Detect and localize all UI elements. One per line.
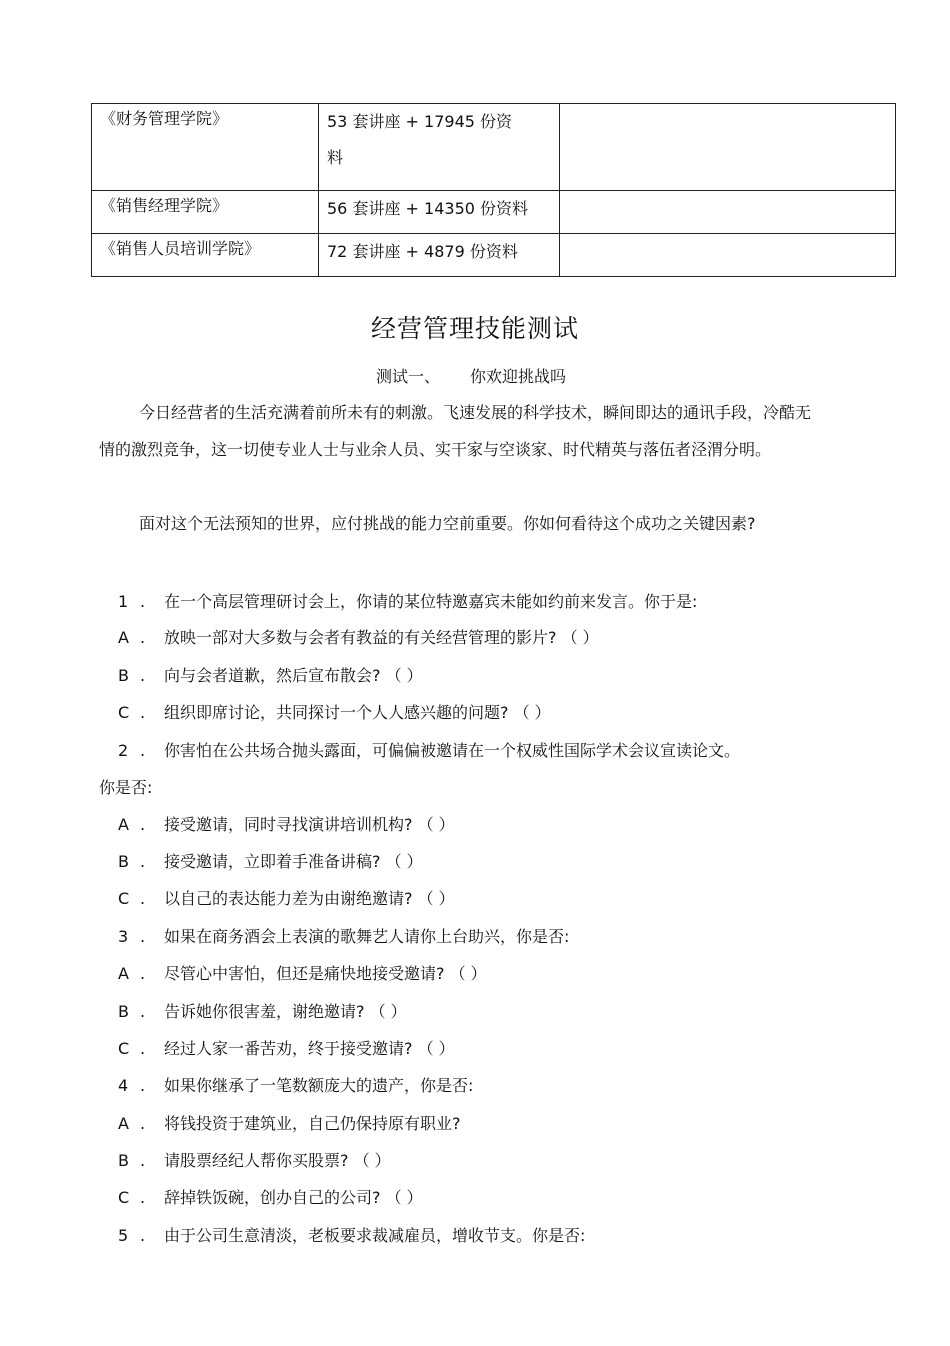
catalog-note-cell xyxy=(560,191,896,234)
option-line: C . 组织即席讨论，共同探讨一个人人感兴趣的问题? （ ） xyxy=(118,703,551,722)
section-subtitle xyxy=(376,364,566,387)
option-line: B . 向与会者道歉，然后宣布散会? （ ） xyxy=(118,666,423,685)
catalog-name-cell: 《财务管理学院》 xyxy=(92,104,319,191)
option-line: A . 将钱投资于建筑业，自己仍保持原有职业? xyxy=(118,1114,461,1133)
question-line: 2 . 你害怕在公共场合抛头露面，可偏偏被邀请在一个权威性国际学术会议宣读论文。 xyxy=(118,741,741,760)
catalog-content-line: 53 套讲座 + 17945 份资 xyxy=(327,112,513,131)
option-line: B . 接受邀请，立即着手准备讲稿? （ ） xyxy=(118,852,423,871)
catalog-content-cell: 56 套讲座 + 14350 份资料 xyxy=(319,191,560,234)
catalog-note-cell xyxy=(560,234,896,277)
page-title: 经营管理技能测试 xyxy=(370,314,579,343)
question-line: 1 . 在一个高层管理研讨会上，你请的某位特邀嘉宾未能如约前来发言。你于是: xyxy=(118,592,698,611)
option-line: A . 接受邀请，同时寻找演讲培训机构? （ ） xyxy=(118,815,455,834)
question-line: 5 . 由于公司生意清淡，老板要求裁减雇员，增收节支。你是否: xyxy=(118,1226,586,1245)
table-row xyxy=(92,191,896,234)
table-row xyxy=(92,104,896,191)
option-line: B . 告诉她你很害羞，谢绝邀请? （ ） xyxy=(118,1002,407,1021)
intro-text: 面对这个无法预知的世界，应付挑战的能力空前重要。你如何看待这个成功之关键因素? xyxy=(139,514,756,533)
intro-text: 今日经营者的生活充满着前所未有的刺激。飞速发展的科学技术，瞬间即达的通讯手段，冷酷无情的激烈竞争，这一切使专业人士与业余人员、实干家与空谈家、时代精英与落伍者泾渭分明。 xyxy=(99,403,812,459)
catalog-name-cell: 《销售人员培训学院》 xyxy=(92,234,319,277)
catalog-note-cell xyxy=(560,104,896,191)
question-line: 3 . 如果在商务酒会上表演的歌舞艺人请你上台助兴，你是否: xyxy=(118,927,570,946)
subtitle-part-number: 测试一、 xyxy=(376,367,441,386)
option-line: A . 放映一部对大多数与会者有教益的有关经营管理的影片? （ ） xyxy=(118,628,599,647)
catalog-name-cell: 《销售经理学院》 xyxy=(92,191,319,234)
option-line: A . 尽管心中害怕，但还是痛快地接受邀请? （ ） xyxy=(118,964,487,983)
option-line: C . 辞掉铁饭碗，创办自己的公司? （ ） xyxy=(118,1188,423,1207)
catalog-table xyxy=(91,103,896,277)
intro-paragraph-2 xyxy=(99,505,811,542)
catalog-content-cell xyxy=(319,104,560,191)
option-line: C . 经过人家一番苦劝，终于接受邀请? （ ） xyxy=(118,1039,455,1058)
option-line: C . 以自己的表达能力差为由谢绝邀请? （ ） xyxy=(118,889,455,908)
subtitle-part-text: 你欢迎挑战吗 xyxy=(470,367,567,386)
intro-paragraph-1 xyxy=(99,394,811,468)
question-line: 4 . 如果你继承了一笔数额庞大的遗产，你是否: xyxy=(118,1076,474,1095)
question-continuation: 你是否: xyxy=(99,778,153,797)
option-line: B . 请股票经纪人帮你买股票? （ ） xyxy=(118,1151,391,1170)
catalog-content-line: 料 xyxy=(327,148,344,167)
catalog-content-cell: 72 套讲座 + 4879 份资料 xyxy=(319,234,560,277)
table-row xyxy=(92,234,896,277)
